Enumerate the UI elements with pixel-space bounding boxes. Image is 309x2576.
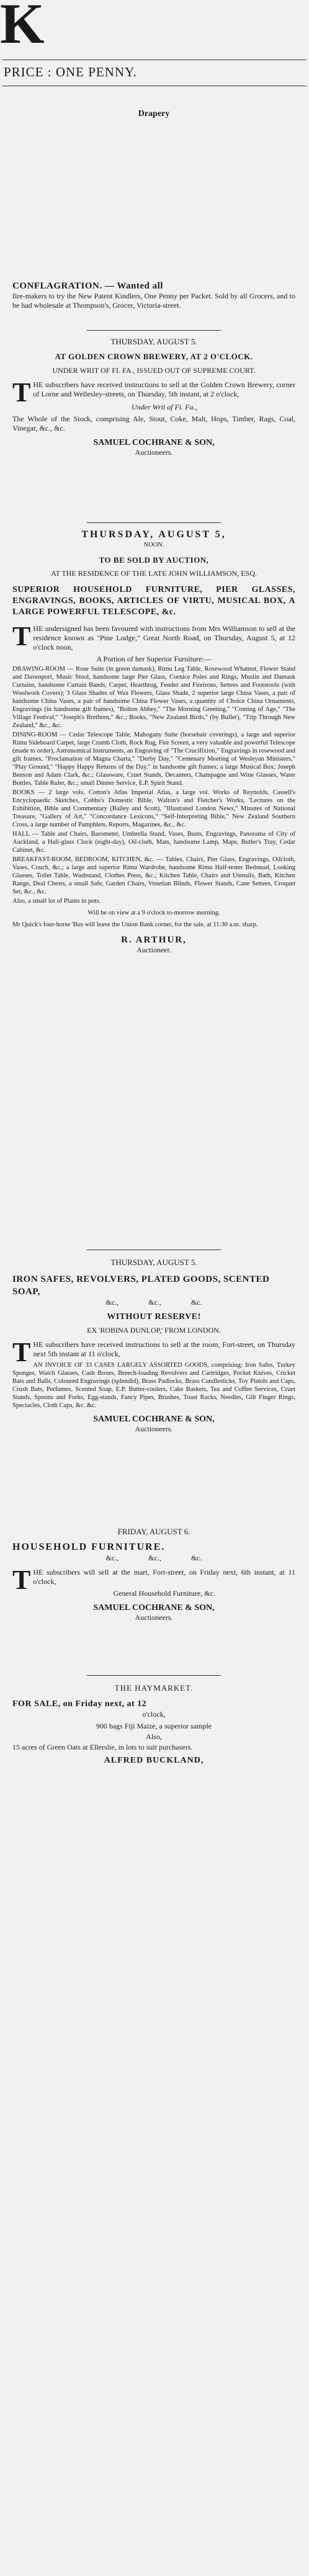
advert-conflagration <box>12 280 295 310</box>
golden-crown-detail: The Whole of the Stock, comprising Ale, Stout, Coke, Malt, Hops, Timber, Rags, Coal, Vinegar, &c., &c. <box>12 414 295 432</box>
iron-dropcap: T <box>12 1337 31 1367</box>
iron-etc: &c., &c., &c. <box>105 1298 202 1307</box>
auction-time: NOON. <box>143 542 164 548</box>
auction-date: THURSDAY, AUGUST 5, <box>81 529 226 540</box>
iron-headline: IRON SAFES, REVOLVERS, PLATED GOODS, SCENTED SOAP, <box>12 1274 270 1297</box>
advert-haymarket <box>12 1683 295 1766</box>
household-auctioneers: SAMUEL COCHRANE & SON, <box>93 1603 215 1612</box>
household-headline: HOUSEHOLD FURNITURE. <box>12 1542 166 1552</box>
auction-title: TO BE SOLD BY AUCTION, <box>99 555 209 565</box>
iron-intro <box>12 1337 295 1367</box>
haymarket-sale2: o'clock, <box>142 1710 166 1719</box>
section-heading: Drapery <box>138 109 170 119</box>
golden-crown-intro-text: HE subscribers have received instructions to sell at the Golden Crown Brewery, corner of Lorne and Wellesley-streets, on Thursday, 5th instant, at 2 o'clock, <box>33 380 295 398</box>
auction-view: Will be on view at a 9 o'clock to-morrow morning. <box>87 910 220 916</box>
advert-golden-crown <box>12 336 295 457</box>
iron-ex: EX 'ROBINA DUNLOP,' FROM LONDON. <box>87 1326 221 1335</box>
iron-auct-label: Auctioneers. <box>135 1424 173 1433</box>
auction-breakfast-room: BREAKFAST-ROOM, BEDROOM, KITCHEN, &c. — Tables, Chairs, Pier Glass, Engravings, Oilcloth, Vases, Couch, &c.; a large and superior Rimu Wardrobe, handsome Rimu Half-tester Bedstead, Looking Glasses, Toilet Table, Washstand, Clothes Press, &c.; Kitchen Table, Chairs and Utensils, Bath, Kitchen Range, Deal Chests, a small Safe, Garden Chairs, Venetian Blinds, Flower Stands, Cane Settees, Croquet Set, &c., &c. <box>12 856 295 895</box>
auction-bus: Mr Quick's four-horse 'Bus will leave the Union Bank corner, for the sale, at 11:30 a.m. sharp. <box>12 921 258 928</box>
iron-reserve: WITHOUT RESERVE! <box>107 1312 201 1322</box>
household-etc: &c., &c., &c. <box>105 1554 202 1562</box>
advert-iron-safes <box>12 1257 295 1434</box>
haymarket-acres: 15 acres of Green Oats at Ellerslie, in lots to suit purchasers. <box>12 1743 193 1751</box>
masthead-letter: K <box>0 0 45 55</box>
iron-intro-text: HE subscribers have received instructions to sell at the room, Fort-street, on Thursday next 5th instant at 11 o'clock, <box>33 1340 295 1358</box>
haymarket-title: THE HAYMARKET. <box>114 1683 194 1693</box>
auction-portion: A Portion of her Superior Furniture:— <box>96 655 212 663</box>
iron-auctioneers: SAMUEL COCHRANE & SON, <box>93 1415 215 1424</box>
auction-dropcap: T <box>12 621 31 651</box>
golden-crown-dropcap: T <box>12 377 31 408</box>
auction-intro <box>12 621 295 652</box>
iron-date: THURSDAY, AUGUST 5. <box>110 1258 197 1267</box>
auction-intro-text: HE undersigned has been favoured with instructions from Mrs Williamson to sell at the residence known as "Pine Lodge," Great North Road, on Thursday, August 5, at 12 o'clock noon, <box>33 624 295 651</box>
golden-crown-writ2: Under Writ of Fi. Fa., <box>131 403 197 411</box>
advert-williamson-auction <box>12 529 295 955</box>
auction-hall: HALL — Table and Chairs, Barometer, Umbrella Stand, Vases, Busts, Engravings, Panorama of City of Auckland, a Hall-glass Clock (eight-day), Oil-cloth, Mats, handsome Lamp, Maps, Butler's Tray, Cedar Cabinet, &c. <box>12 831 295 854</box>
rule-1 <box>87 330 221 331</box>
advert-column <box>12 0 295 2576</box>
household-dropcap: T <box>12 1565 31 1595</box>
haymarket-sale: FOR SALE, on Friday next, at 12 <box>12 1699 147 1709</box>
household-auct-label: Auctioneers. <box>135 1613 173 1622</box>
haymarket-maize: 900 bags Fiji Maize, a superior sample <box>96 1722 212 1730</box>
auction-plants: Also, a small lot of Plants in pots. <box>12 898 101 905</box>
advert-household <box>12 1526 295 1622</box>
household-intro-text: HE subscribers will sell at the mart, Fort-street, on Friday next, 6th instant, at 11 o'clock, <box>33 1568 295 1586</box>
price-line: PRICE : ONE PENNY. <box>4 65 137 79</box>
household-date: FRIDAY, AUGUST 6. <box>117 1527 190 1536</box>
golden-crown-auct-label: Auctioneers. <box>135 448 173 457</box>
auction-books: BOOKS — 2 large vols. Cotton's Atlas Imperial Atlas, a large vol. Works of Reynolds, Cassell's Encyclopaedic Sketches, Cobbs's Domestic Bible, Walton's and Fletcher's Works, 'Lectures on the Exhibition, Bible and Commentary (Bailey and Scott), "Illustrated London News," Minutes of National Treasure, "Gallery of Art," "Concordance Lexicons," "Self-Interpreting Bible," New Zealand Southern Cross, a large number of Pamphlets, Reports, Magazines, &c., &c. <box>12 789 295 828</box>
haymarket-auctioneer: ALFRED BUCKLAND, <box>104 1756 204 1765</box>
household-detail: General Household Furniture, &c. <box>113 1589 215 1598</box>
auction-dining-room: DINING-ROOM — Cedar Telescope Table, Mahogany Suite (horsehair coverings), a large and superior Rimu Sideboard Carpet, large Crumb Cloth, Rock Rug, Fire Screen, a very valuable and powerful Telescope (made to order), Astronomical Instruments, an Engraving of "The Crucifixion," Engravings in rosewood and gilt frames, "Proclamation of Magna Charta," "Derby Day," "Centenary Meeting of Wesleyan Ministers," "Play Ground," "Happy Happy Returns of the Day," in handsome gilt frames; a large Musical Box; Joseph Benson and Adam Clark, &c.; Glassware, Cruet Stands, Decanters, Champagne and Wine Glasses, Water Bottles, Table Ruler, &c.; small Dinner Service, E.P. Spirit Stand. <box>12 731 295 787</box>
auction-auct-label: Auctioneer. <box>137 946 171 954</box>
auction-headline: SUPERIOR HOUSEHOLD FURNITURE, PIER GLASSES, ENGRAVINGS, BOOKS, ARTICLES OF VIRTU, MUSICAL BOX, A LARGE POWERFUL TELESCOPE, &c. <box>12 585 295 617</box>
golden-crown-date: THURSDAY, AUGUST 5. <box>110 337 197 346</box>
golden-crown-writ: UNDER WRIT OF FI. FA., ISSUED OUT OF SUPREME COURT. <box>52 366 256 375</box>
rule-2 <box>87 522 221 523</box>
rule-4 <box>87 1675 221 1676</box>
auction-residence: AT THE RESIDENCE OF THE LATE JOHN WILLIAMSON, ESQ. <box>51 569 257 578</box>
haymarket-also: Also, <box>146 1732 162 1741</box>
golden-crown-place: AT GOLDEN CROWN BREWERY, AT 2 O'CLOCK. <box>55 352 253 361</box>
golden-crown-auctioneers: SAMUEL COCHRANE & SON, <box>93 438 215 447</box>
conflagration-body: fire-makers to try the New Patent Kindlers, One Penny per Packet. Sold by all Grocers, and to be had wholesale at Thompson's, Grocer, Victoria-street. <box>12 292 295 310</box>
auction-auctioneer: R. ARTHUR, <box>121 935 187 945</box>
conflagration-headline: CONFLAGRATION. — Wanted all <box>12 281 163 291</box>
auction-drawing-room: DRAWING-ROOM — Rose Suite (in green damask), Rimu Leg Table, Rosewood Whatnot, Flower Stand and Davenport, Music Stool, handsome large Pier Glass, Cornice Poles and Rings, Muslin and Damask Curtains, handsome Curtain Bands, Carpet, Hearthrug, Fender and Fireirons, Settees and Footstools (with Woolwork Covers); 3 Glass Shades of Wax Flowers, Glass Shade, 2 superior large China Vases, a pair of handsome China Vases, a pair of handsome China Flower Vases, a quantity of Choice China Ornaments, Engravings (in handsome gilt frames), "Bolton Abbey," "The Morning Greeting," "Coming of Age," "The Village Festival," "Joseph's Brethren," &c.; Books, "New Zealand Birds," (by Buller), "Trip Through New Zealand," &c., &c. <box>12 666 295 729</box>
iron-invoice: AN INVOICE OF 33 CASES LARGELY ASSORTED GOODS, comprising: Iron Safes, Turkey Sponges, Watch Glasses, Cash Boxes, Breech-loading Revolvers and Cartridges, Pocket Knives, Cricket Bats and Balls, Coloured Engravings (splendid), Brass Padlocks, Brass Candlesticks, Toy Pistols and Caps, Crush Bats, Perfumes, Scented Soap, E.P. Butter-coolers, Cake Baskets, Tea and Coffee Services, Cruet Stands, Spoons and Forks, Egg-stands, Fancy Pipes, Brushes, Toast Racks, Needles, Gilt Finger Rings, Spectacles, Cloth Caps, &c. &c. <box>12 1362 295 1409</box>
